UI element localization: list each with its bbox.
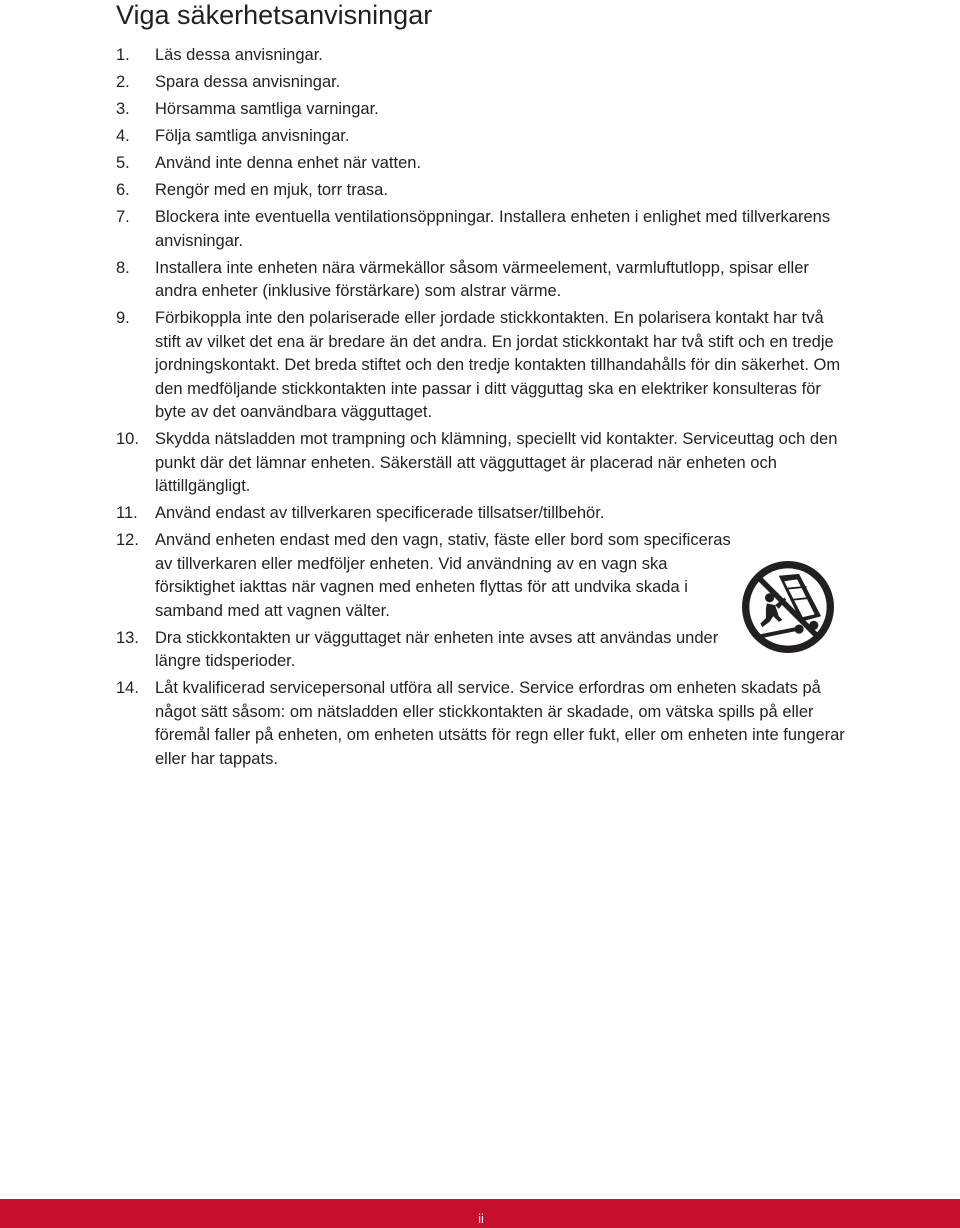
list-item <box>116 257 846 304</box>
item-number: 4. <box>116 127 130 145</box>
list-item <box>116 206 846 253</box>
item-text: Spara dessa anvisningar. <box>155 73 341 91</box>
list-item <box>116 307 846 425</box>
safety-instructions-list <box>116 44 846 775</box>
item-number: 10. <box>116 430 139 448</box>
item-text: Läs dessa anvisningar. <box>155 46 323 64</box>
list-item <box>116 529 846 623</box>
item-number: 6. <box>116 181 130 199</box>
list-item <box>116 428 846 499</box>
list-item <box>116 71 846 95</box>
item-number: 1. <box>116 46 130 64</box>
item-text: Rengör med en mjuk, torr trasa. <box>155 181 388 199</box>
item-text: Använd inte denna enhet när vatten. <box>155 154 422 172</box>
item-number: 13. <box>116 628 139 647</box>
item-text: Dra stickkontakten ur vägguttaget när enheten inte avses att användas under längre tidsperioder. <box>155 628 719 670</box>
list-item <box>116 677 846 771</box>
list-item <box>116 152 846 176</box>
item-text: Följa samtliga anvisningar. <box>155 127 350 145</box>
page-number: ii <box>478 1211 484 1226</box>
page-title: Viga säkerhetsanvisningar <box>116 0 433 30</box>
item-number: 9. <box>116 309 130 327</box>
item-text: Installera inte enheten nära värmekällor såsom värmeelement, varmluftutlopp, spisar eller andra enheter (inklusive förstärkare) som alstrar värme. <box>155 258 809 300</box>
item-text: Använd enheten endast med den vagn, stativ, fäste eller bord som specificeras av tillverkaren eller medföljer enheten. Vid användning av en vagn ska försiktighet iakttas när vagnen med enheten flyttas för att undvika skada i samband med att vagnen välter. <box>155 531 731 620</box>
item-text: Använd endast av tillverkaren specificerade tillsatser/tillbehör. <box>155 504 605 522</box>
list-item <box>116 98 846 122</box>
item-text: Förbikoppla inte den polariserade eller jordade stickkontakten. En polarisera kontakt har två stift av vilket det ena är bredare än det andra. En jordat stickkontakt har två stift och en tredje jordningskontakt. Det breda stiftet och den tredje kontakten tillhandahålls för din säkerhet. Om den medföljande stickkontakten inte passar i ditt vägguttag ska en elektriker konsulteras för byte av det oanvändbara vägguttaget. <box>155 309 841 421</box>
item-number: 3. <box>116 100 130 118</box>
item-text: Hörsamma samtliga varningar. <box>155 100 379 118</box>
cart-tip-over-warning-icon <box>742 561 834 653</box>
item-text: Blockera inte eventuella ventilationsöppningar. Installera enheten i enlighet med tillverkarens anvisningar. <box>155 208 831 250</box>
list-item <box>116 179 846 203</box>
item-number: 2. <box>116 73 130 91</box>
item-number: 11. <box>116 504 138 522</box>
item-number: 14. <box>116 679 139 697</box>
item-number: 5. <box>116 154 130 172</box>
item-number: 8. <box>116 258 130 277</box>
item-number: 12. <box>116 531 139 549</box>
list-item <box>116 627 846 674</box>
item-text: Låt kvalificerad servicepersonal utföra all service. Service erfordras om enheten skadats på något sätt såsom: om nätsladden eller stickkontakten är skadade, om vätska spills på eller föremål faller på enheten, om enheten utsätts för regn eller fukt, eller om enheten inte fungerar eller har tappats. <box>155 679 845 768</box>
list-item <box>116 125 846 149</box>
list-item <box>116 44 846 68</box>
list-item <box>116 502 846 526</box>
item-text: Skydda nätsladden mot trampning och klämning, speciellt vid kontakter. Serviceuttag och den punkt där det lämnar enheten. Säkerställ att vägguttaget är placerad när enheten och lättillgängligt. <box>155 430 838 495</box>
item-number: 7. <box>116 208 130 226</box>
